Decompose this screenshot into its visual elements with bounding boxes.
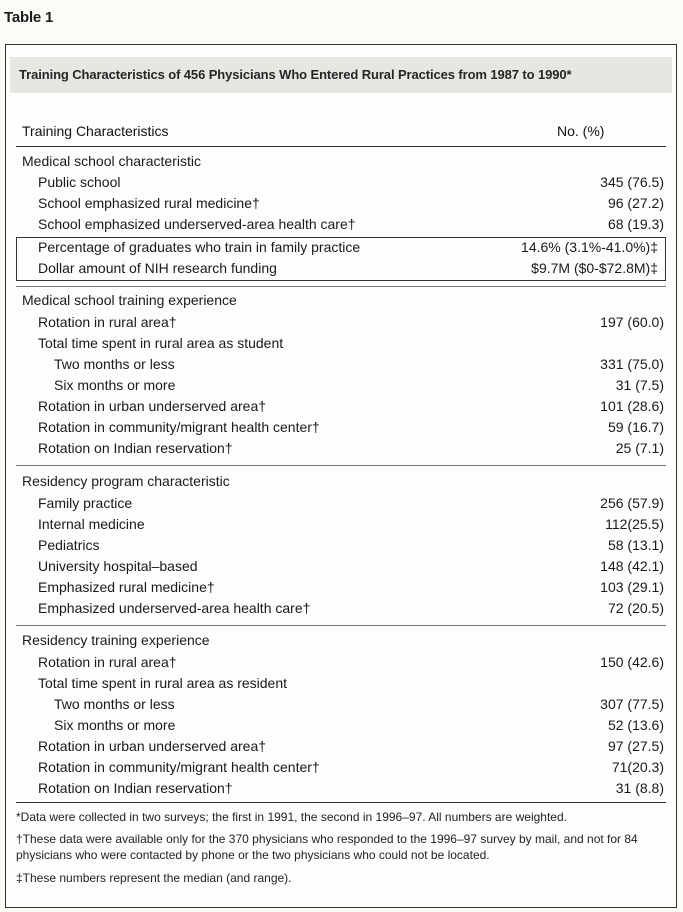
table-row: Pediatrics 58 (13.1): [38, 537, 664, 553]
table-row: Two months or less 331 (75.0): [54, 356, 664, 372]
table-row: Rotation on Indian reservation† 25 (7.1): [38, 440, 664, 456]
section-rule: [16, 625, 666, 626]
table-row: School emphasized underserved-area health care† 68 (19.3): [38, 216, 664, 232]
table-row: Emphasized underserved-area health care† 72 (20.5): [38, 600, 664, 616]
section-rule: [16, 465, 666, 466]
table-row: University hospital–based 148 (42.1): [38, 558, 664, 574]
table-row: School emphasized rural medicine† 96 (27.2): [38, 195, 664, 211]
table-row: Rotation in urban underserved area† 101 (28.6): [38, 398, 664, 414]
table-row: Public school 345 (76.5): [38, 174, 664, 190]
table-row: Six months or more 31 (7.5): [54, 377, 664, 393]
footer-rule: [16, 802, 666, 803]
table-row: Rotation in community/migrant health center† 71(20.3): [38, 759, 664, 775]
section-heading: Medical school characteristic: [22, 153, 201, 169]
table-row: Six months or more 52 (13.6): [54, 717, 664, 733]
table-row: Two months or less 307 (77.5): [54, 696, 664, 712]
header-rule: [16, 146, 666, 147]
table-frame: [5, 44, 677, 908]
table-row: Family practice 256 (57.9): [38, 495, 664, 511]
section-heading: Residency training experience: [22, 632, 210, 648]
section-heading: Medical school training experience: [22, 292, 237, 308]
table-row: Percentage of graduates who train in family practice 14.6% (3.1%-41.0%)‡: [38, 239, 658, 255]
table-row: Rotation on Indian reservation† 31 (8.8): [38, 780, 664, 796]
table-row: Rotation in urban underserved area† 97 (27.5): [38, 738, 664, 754]
section-heading: Residency program characteristic: [22, 473, 230, 489]
table-row: Emphasized rural medicine† 103 (29.1): [38, 579, 664, 595]
table-row: Total time spent in rural area as student: [38, 335, 284, 351]
section-rule: [16, 286, 666, 287]
table-row: Rotation in rural area† 197 (60.0): [38, 314, 664, 330]
table-row: Dollar amount of NIH research funding $9.7M ($0-$72.8M)‡: [38, 260, 658, 276]
table-caption: Training Characteristics of 456 Physicians Who Entered Rural Practices from 1987 to 1990*: [19, 67, 572, 82]
table-row: Rotation in rural area† 150 (42.6): [38, 654, 664, 670]
column-header-characteristic: Training Characteristics: [22, 123, 169, 139]
table-row: Rotation in community/migrant health center† 59 (16.7): [38, 419, 664, 435]
column-header-value: No. (%): [557, 123, 605, 139]
table-row: Total time spent in rural area as resident: [38, 675, 288, 691]
table-row: Internal medicine 112(25.5): [38, 516, 664, 532]
footnote-median: ‡These numbers represent the median (and range).: [16, 871, 292, 885]
table-label: Table 1: [4, 9, 54, 26]
footnote-weighting: *Data were collected in two surveys; the first in 1991, the second in 1996–97. All numbers are weighted.: [16, 810, 567, 824]
footnote-survey-availability: †These data were available only for the 370 physicians who responded to the 1996–97 survey by mail, and not for 84 physicians who were contacted by phone or the two physicians who could not be located.: [16, 832, 638, 862]
